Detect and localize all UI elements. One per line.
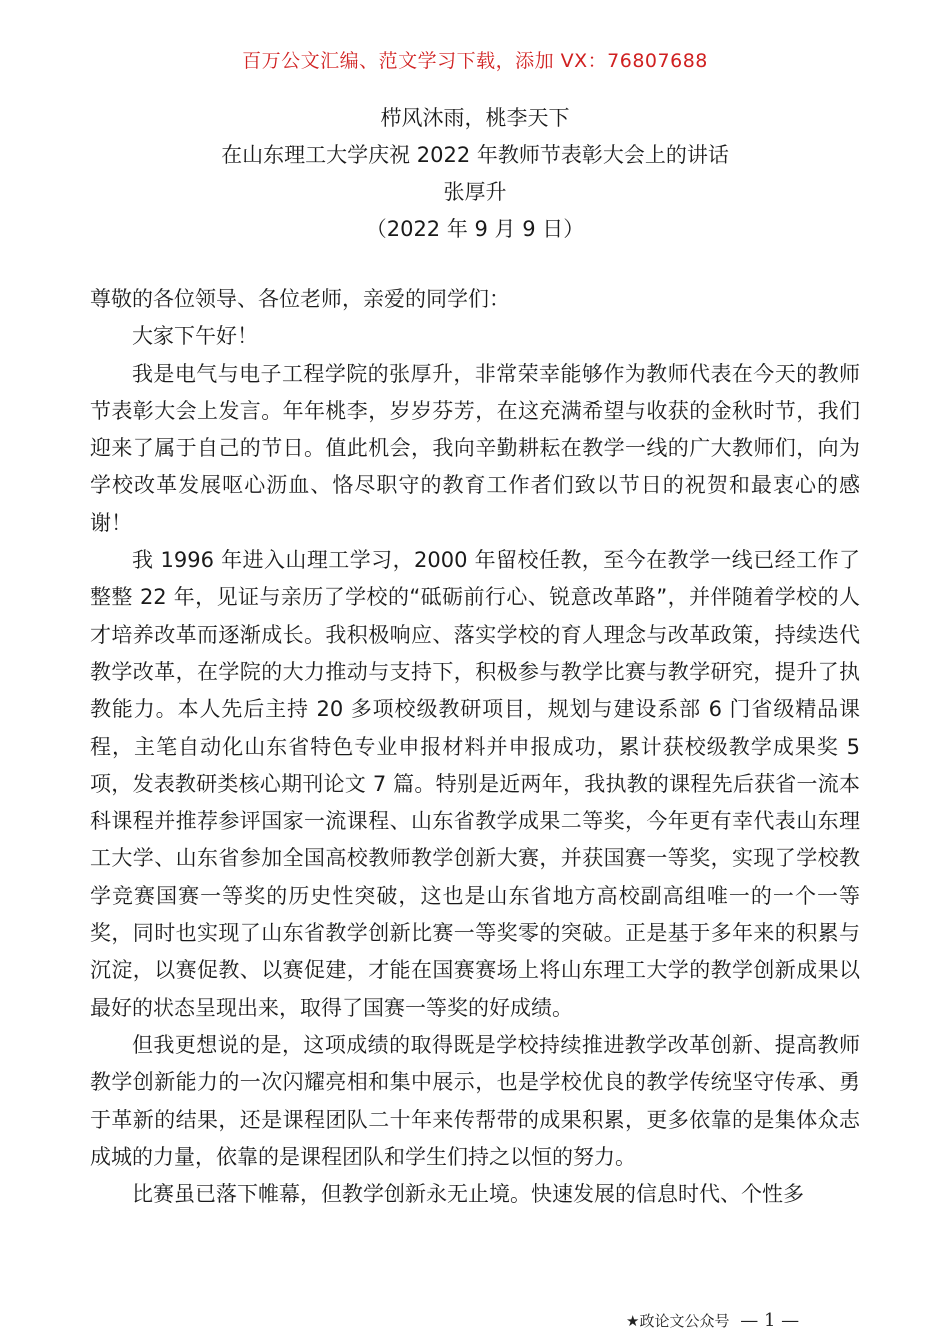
speech-subtitle: 在山东理工大学庆祝 2022 年教师节表彰大会上的讲话 <box>221 143 729 167</box>
speech-title: 栉风沐雨，桃李天下 <box>380 106 570 130</box>
page-footer <box>626 1310 866 1331</box>
footer-source: ★政论文公众号 <box>626 1312 730 1330</box>
speech-body <box>90 281 860 1213</box>
speech-author: 张厚升 <box>443 180 507 204</box>
speech-date: （2022 年 9 月 9 日） <box>365 217 585 241</box>
paragraph: 比赛虽已落下帷幕，但教学创新永无止境。快速发展的信息时代、个性多 <box>132 1182 804 1207</box>
title-block <box>0 100 950 248</box>
paragraph: 我是电气与电子工程学院的张厚升，非常荣幸能够作为教师代表在今天的教师节表彰大会上发言。年年桃李，岁岁芬芳，在这充满希望与收获的金秋时节，我们迎来了属于自己的节日。值此机会，我向辛勤耕耘在教学一线的广大教师们，向为学校改革发展呕心沥血、恪尽职守的教育工作者们致以节日的祝贺和最衷心的感谢！ <box>90 361 860 535</box>
promo-banner: 百万公文汇编、范文学习下载，添加 VX：76807688 <box>242 50 708 72</box>
salutation: 尊敬的各位领导、各位老师，亲爱的同学们： <box>90 287 510 311</box>
paragraph: 但我更想说的是，这项成绩的取得既是学校持续推进教学改革创新、提高教师教学创新能力的一次闪耀亮相和集中展示，也是学校优良的教学传统坚守传承、勇于革新的结果，还是课程团队二十年来传帮带的成果积累，更多依靠的是集体众志成城的力量，依靠的是课程团队和学生们持之以恒的努力。 <box>90 1032 860 1169</box>
paragraph: 我 1996 年进入山理工学习，2000 年留校任教，至今在教学一线已经工作了整整 22 年，见证与亲历了学校的“砥砺前行心、锐意改革路”，并伴随着学校的人才培养改革而逐渐成长。我积极响应、落实学校的育人理念与改革政策，持续迭代教学改革，在学院的大力推动与支持下，积极参与教学比赛与教学研究，提升了执教能力。本人先后主持 20 多项校级教研项目，规划与建设系部 6 门省级精品课程，主笔自动化山东省特色专业申报材料并申报成功，累计获校级教学成果奖 5 项，发表教研类核心期刊论文 7 篇。特别是近两年，我执教的课程先后获省一流本科课程并推荐参评国家一流课程、山东省教学成果二等奖，今年更有幸代表山东理工大学、山东省参加全国高校教师教学创新大赛，并获国赛一等奖，实现了学校教学竞赛国赛一等奖的历史性突破，这也是山东省地方高校副高组唯一的一个一等奖，同时也实现了山东省教学创新比赛一等奖零的突破。正是基于多年来的积累与沉淀，以赛促教、以赛促建，才能在国赛赛场上将山东理工大学的教学创新成果以最好的状态呈现出来，取得了国赛一等奖的好成绩。 <box>90 548 860 1020</box>
page-number: — 1 — <box>740 1310 800 1331</box>
paragraph: 大家下午好！ <box>132 324 258 349</box>
